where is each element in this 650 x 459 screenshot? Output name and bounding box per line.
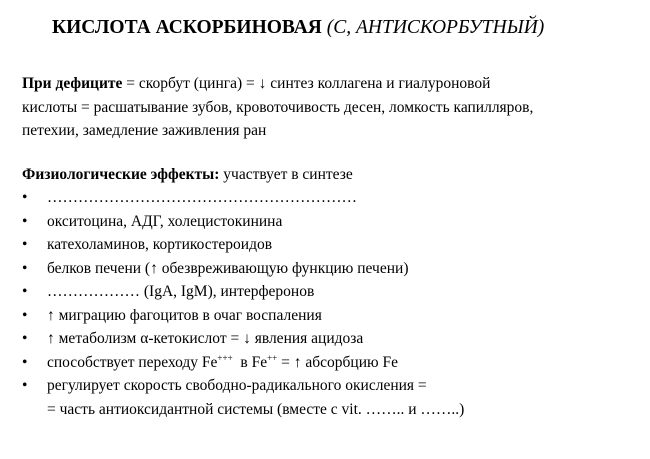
deficit-paragraph: [22, 72, 650, 143]
iron-text-part-2: в Fe: [232, 353, 268, 371]
deficit-line-1: [22, 72, 650, 96]
effects-list: [22, 186, 650, 421]
iron-text-part-3: = ↑ абсорбцию Fe: [277, 353, 398, 371]
effects-heading-text: участвует в синтезе: [219, 165, 353, 183]
list-item-text: белков печени (↑ обезвреживающую функцию печени): [47, 259, 409, 277]
bullet-icon: •: [22, 259, 28, 277]
effects-heading: Физиологические эффекты:: [22, 165, 220, 183]
bullet-icon: •: [22, 377, 28, 394]
iron-text-part-1: способствует переходу Fe: [47, 353, 218, 371]
iron-charge-2: ++: [267, 352, 278, 363]
bullet-icon: •: [22, 189, 28, 206]
list-item-text: [47, 374, 464, 421]
antioxidant-line-2: = часть антиоксидантной системы (вместе с vit. …….. и ……..): [47, 400, 465, 418]
list-item-iron: [22, 351, 650, 375]
deficit-line-3: петехии, замедление заживления ран: [22, 122, 267, 139]
bullet-icon: •: [22, 330, 28, 347]
list-item-antioxidant: [22, 374, 650, 421]
bullet-icon: •: [22, 236, 28, 253]
list-item-text: окситоцина, АДГ, холецистокинина: [47, 212, 283, 230]
title-subtitle: (С, АНТИСКОРБУТНЫЙ): [326, 17, 545, 38]
deficit-line-2: кислоты = расшатывание зубов, кровоточивость десен, ломкость капилляров,: [22, 98, 534, 116]
list-item: [22, 327, 650, 351]
list-item: [22, 210, 650, 234]
list-item-text: ↑ метаболизм α-кетокислот = ↓ явления ацидоза: [47, 330, 364, 347]
deficit-line-1-text: = скорбут (цинга) = ↓ синтез коллагена и гиалуроновой: [122, 75, 491, 92]
bullet-icon: •: [22, 353, 28, 371]
page-title: [52, 16, 650, 40]
list-item: [22, 280, 650, 304]
title-main: КИСЛОТА АСКОРБИНОВАЯ: [52, 17, 322, 38]
list-item: [22, 233, 650, 257]
list-item: [22, 186, 650, 210]
iron-charge-3: +++: [217, 352, 233, 363]
antioxidant-line-1: регулирует скорость свободно-радикального окисления =: [47, 377, 427, 394]
bullet-icon: •: [22, 283, 28, 300]
list-item-text: ……………………………………………………: [47, 189, 357, 206]
list-item-text: ↑ миграцию фагоцитов в очаг воспаления: [47, 306, 322, 324]
effects-heading-line: [22, 163, 650, 187]
deficit-heading: При дефиците: [22, 75, 123, 92]
list-item-text: катехоламинов, кортикостероидов: [47, 236, 273, 253]
list-item-text: [47, 351, 398, 375]
list-item: [22, 304, 650, 328]
list-item-text: ……………… (IgA, IgM), интерферонов: [47, 283, 315, 300]
list-item: [22, 257, 650, 281]
bullet-icon: •: [22, 212, 28, 230]
bullet-icon: •: [22, 306, 28, 324]
